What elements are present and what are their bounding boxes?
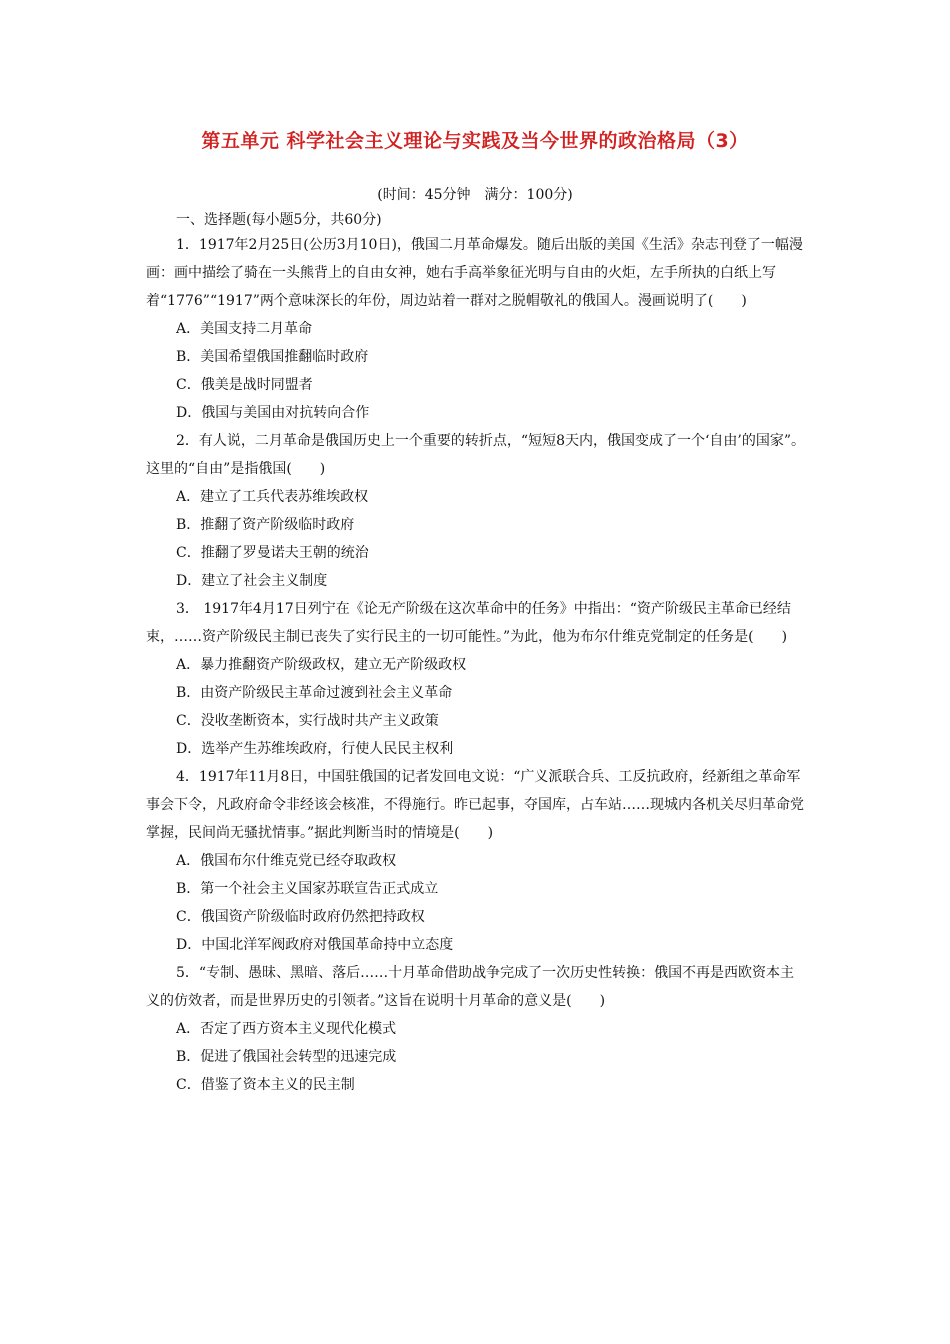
option-b: B．美国希望俄国推翻临时政府 <box>176 349 369 365</box>
option-d: D．选举产生苏维埃政府，行使人民民主权利 <box>176 741 454 757</box>
option-a: A．俄国布尔什维克党已经夺取政权 <box>176 853 397 869</box>
option-d: D．俄国与美国由对抗转向合作 <box>176 405 370 421</box>
question-stem: 2．有人说，二月革命是俄国历史上一个重要的转折点，“短短8天内，俄国变成了一个‘自由’的国家”。这里的“自由”是指俄国( ) <box>146 433 806 477</box>
option-a: A．建立了工兵代表苏维埃政权 <box>176 489 369 505</box>
option-d: D．建立了社会主义制度 <box>176 573 328 589</box>
option-c: C．推翻了罗曼诺夫王朝的统治 <box>176 545 369 561</box>
question-stem: 1．1917年2月25日(公历3月10日)，俄国二月革命爆发。随后出版的美国《生活》杂志刊登了一幅漫画：画中描绘了骑在一头熊背上的自由女神，她右手高举象征光明与自由的火炬，左手所执的白纸上写着“1776”“1917”两个意味深长的年份，周边站着一群对之脱帽敬礼的俄国人。漫画说明了( ) <box>146 237 803 309</box>
option-b: B．由资产阶级民主革命过渡到社会主义革命 <box>176 685 453 701</box>
option-c: C．没收垄断资本，实行战时共产主义政策 <box>176 713 439 729</box>
question-stem: 5．“专制、愚昧、黑暗、落后……十月革命借助战争完成了一次历史性转换：俄国不再是西欧资本主义的仿效者，而是世界历史的引领者。”这旨在说明十月革命的意义是( ) <box>146 965 795 1009</box>
option-b: B．促进了俄国社会转型的迅速完成 <box>176 1049 397 1065</box>
option-c: C．俄美是战时同盟者 <box>176 377 313 393</box>
option-c: C．借鉴了资本主义的民主制 <box>176 1077 355 1093</box>
question-stem: 3． 1917年4月17日列宁在《论无产阶级在这次革命中的任务》中指出：“资产阶级民主革命已经结束，……资产阶级民主制已丧失了实行民主的一切可能性。”为此，他为布尔什维克党制定的任务是( ) <box>146 601 791 645</box>
question-1 <box>146 231 806 427</box>
question-stem: 4．1917年11月8日，中国驻俄国的记者发回电文说：“广义派联合兵、工反抗政府，经新组之革命军事会下令，凡政府命令非经该会核准，不得施行。昨已起事，夺国库，占车站……现城内各机关尽归革命党掌握，民间尚无骚扰情事。”据此判断当时的情境是( ) <box>146 769 804 841</box>
option-b: B．第一个社会主义国家苏联宣告正式成立 <box>176 881 439 897</box>
question-5 <box>146 959 806 1099</box>
option-a: A．美国支持二月革命 <box>176 321 313 337</box>
section-heading: 一、选择题(每小题5分，共60分) <box>176 212 382 228</box>
question-3 <box>146 595 806 763</box>
question-2 <box>146 427 806 595</box>
question-list <box>146 231 806 1099</box>
exam-meta: (时间：45分钟 满分：100分) <box>377 187 573 203</box>
option-d: D．中国北洋军阀政府对俄国革命持中立态度 <box>176 937 454 953</box>
question-4 <box>146 763 806 959</box>
option-a: A．否定了西方资本主义现代化模式 <box>176 1021 397 1037</box>
option-a: A．暴力推翻资产阶级政权，建立无产阶级政权 <box>176 657 467 673</box>
option-b: B．推翻了资产阶级临时政府 <box>176 517 355 533</box>
option-c: C．俄国资产阶级临时政府仍然把持政权 <box>176 909 425 925</box>
document-title: 第五单元 科学社会主义理论与实践及当今世界的政治格局（3） <box>201 130 749 152</box>
